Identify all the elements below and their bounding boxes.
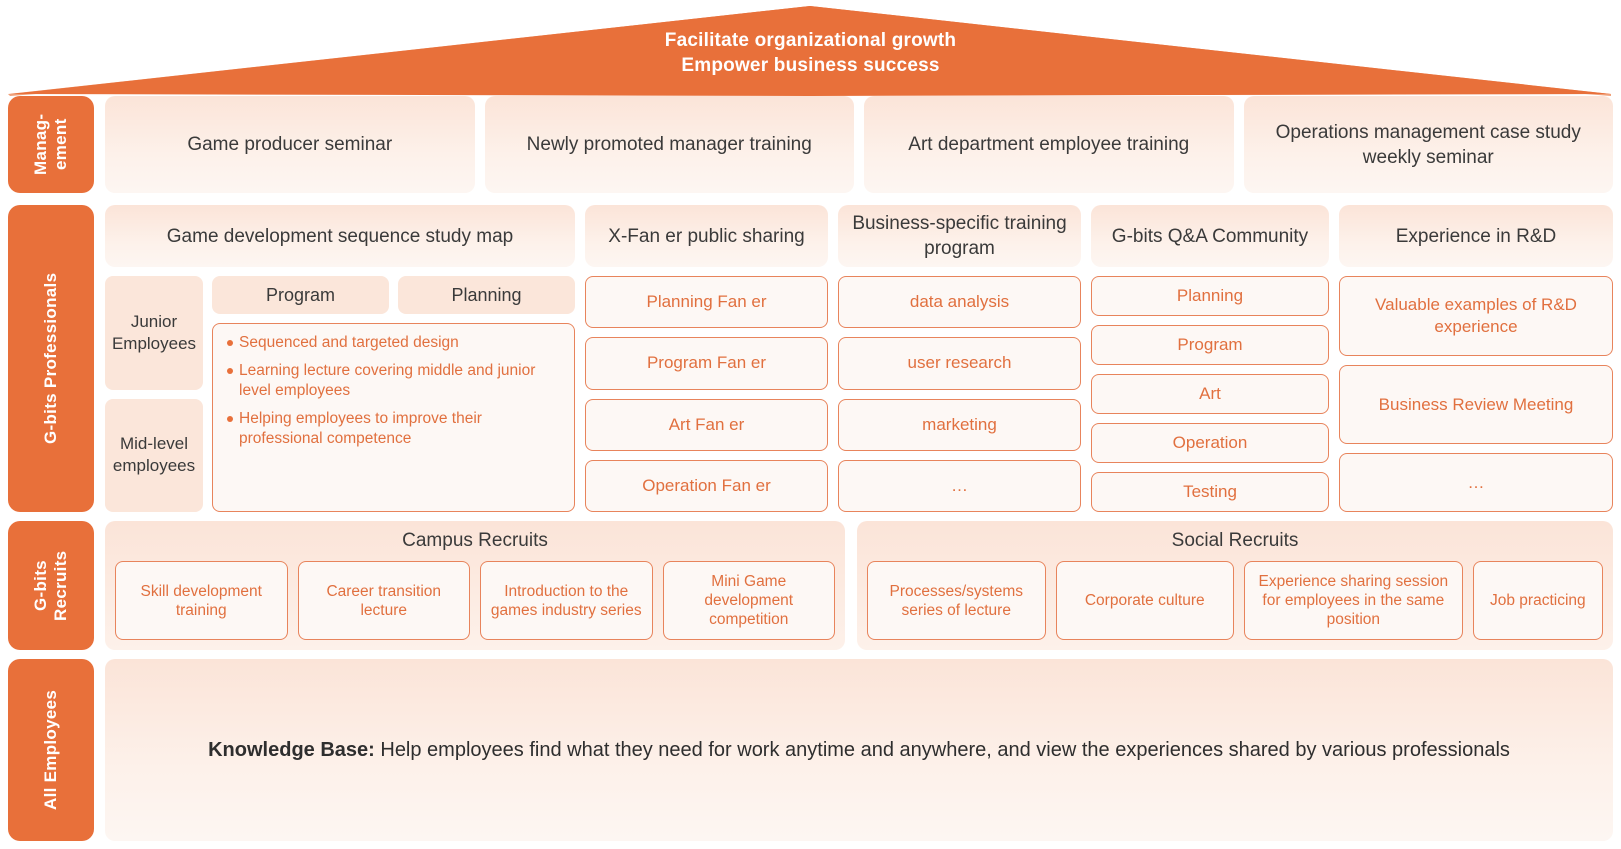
roof-line-1: Facilitate organizational growth — [664, 30, 957, 51]
recruits-blocks — [105, 521, 1613, 650]
professionals-columns — [105, 205, 1613, 512]
study-map-bullet-list — [212, 323, 575, 512]
bullet-item: Helping employees to improve their professional competence — [239, 409, 564, 449]
social-recruit-item[interactable]: Corporate culture — [1056, 561, 1235, 640]
study-map-levels — [105, 276, 203, 512]
row-professionals — [8, 205, 1613, 512]
management-card[interactable]: Operations management case study weekly seminar — [1244, 96, 1614, 193]
bullet-item: Learning lecture covering middle and junior level employees — [239, 361, 564, 401]
campus-recruit-item[interactable]: Skill development training — [115, 561, 288, 640]
rd-item[interactable]: Business Review Meeting — [1339, 365, 1613, 445]
row-recruits — [8, 521, 1613, 650]
xfan-item[interactable]: Operation Fan er — [585, 460, 828, 512]
qa-item[interactable]: Operation — [1091, 423, 1329, 463]
level-card[interactable]: Junior Employees — [105, 276, 203, 390]
social-recruit-item[interactable]: Experience sharing session for employees in the same position — [1244, 561, 1463, 640]
xfan-item[interactable]: Program Fan er — [585, 337, 828, 389]
business-title[interactable]: Business-specific training program — [838, 205, 1081, 267]
column-xfan — [585, 205, 828, 512]
business-item[interactable]: user research — [838, 337, 1081, 389]
social-recruit-item[interactable]: Processes/systems series of lecture — [867, 561, 1046, 640]
tag-card[interactable]: Planning — [398, 276, 575, 314]
management-card[interactable]: Game producer seminar — [105, 96, 475, 193]
column-rd-experience — [1339, 205, 1613, 512]
knowledge-base-card[interactable] — [105, 659, 1613, 841]
rd-title[interactable]: Experience in R&D — [1339, 205, 1613, 267]
column-qa-community — [1091, 205, 1329, 512]
row-management — [8, 96, 1613, 193]
xfan-item[interactable]: Art Fan er — [585, 399, 828, 451]
management-card[interactable]: Newly promoted manager training — [485, 96, 855, 193]
column-business-training — [838, 205, 1081, 512]
campus-recruit-item[interactable]: Career transition lecture — [298, 561, 471, 640]
band-label-management: Manag- ement — [8, 96, 94, 193]
band-label-professionals: G-bits Professionals — [8, 205, 94, 512]
campus-recruits-title: Campus Recruits — [402, 530, 548, 551]
study-map-details — [212, 276, 575, 512]
study-map-tags — [212, 276, 575, 314]
knowledge-base-wrap — [105, 659, 1613, 841]
study-map-title[interactable]: Game development sequence study map — [105, 205, 575, 267]
knowledge-base-text: Help employees find what they need for work anytime and anywhere, and view the experiences shared by various professionals — [374, 738, 1510, 761]
rd-item[interactable]: … — [1339, 453, 1613, 512]
roof-line-2: Empower business success — [681, 55, 940, 76]
campus-recruits-items — [115, 561, 835, 640]
row-all-employees — [8, 659, 1613, 841]
knowledge-base-title: Knowledge Base: — [208, 738, 375, 761]
column-study-map — [105, 205, 575, 512]
social-recruits-block — [857, 521, 1613, 650]
campus-recruit-item[interactable]: Introduction to the games industry series — [480, 561, 653, 640]
management-card[interactable]: Art department employee training — [864, 96, 1234, 193]
social-recruits-title: Social Recruits — [1171, 530, 1299, 551]
bullet-item: Sequenced and targeted design — [239, 333, 564, 353]
campus-recruits-block — [105, 521, 845, 650]
band-label-recruits: G-bits Recruits — [8, 521, 94, 650]
level-card[interactable]: Mid-level employees — [105, 399, 203, 513]
qa-item[interactable]: Art — [1091, 374, 1329, 414]
qa-item[interactable]: Planning — [1091, 276, 1329, 316]
roof-text — [8, 28, 1613, 78]
tag-card[interactable]: Program — [212, 276, 389, 314]
xfan-title[interactable]: X-Fan er public sharing — [585, 205, 828, 267]
qa-title[interactable]: G-bits Q&A Community — [1091, 205, 1329, 267]
campus-recruit-item[interactable]: Mini Game development competition — [663, 561, 836, 640]
management-items — [105, 96, 1613, 193]
roof-banner — [8, 4, 1613, 96]
band-label-all-employees: All Employees — [8, 659, 94, 841]
qa-item[interactable]: Testing — [1091, 472, 1329, 512]
xfan-item[interactable]: Planning Fan er — [585, 276, 828, 328]
business-item[interactable]: marketing — [838, 399, 1081, 451]
study-map-body — [105, 276, 575, 512]
business-item[interactable]: … — [838, 460, 1081, 512]
rd-item[interactable]: Valuable examples of R&D experience — [1339, 276, 1613, 356]
business-item[interactable]: data analysis — [838, 276, 1081, 328]
social-recruits-items — [867, 561, 1603, 640]
qa-item[interactable]: Program — [1091, 325, 1329, 365]
social-recruit-item[interactable]: Job practicing — [1473, 561, 1603, 640]
